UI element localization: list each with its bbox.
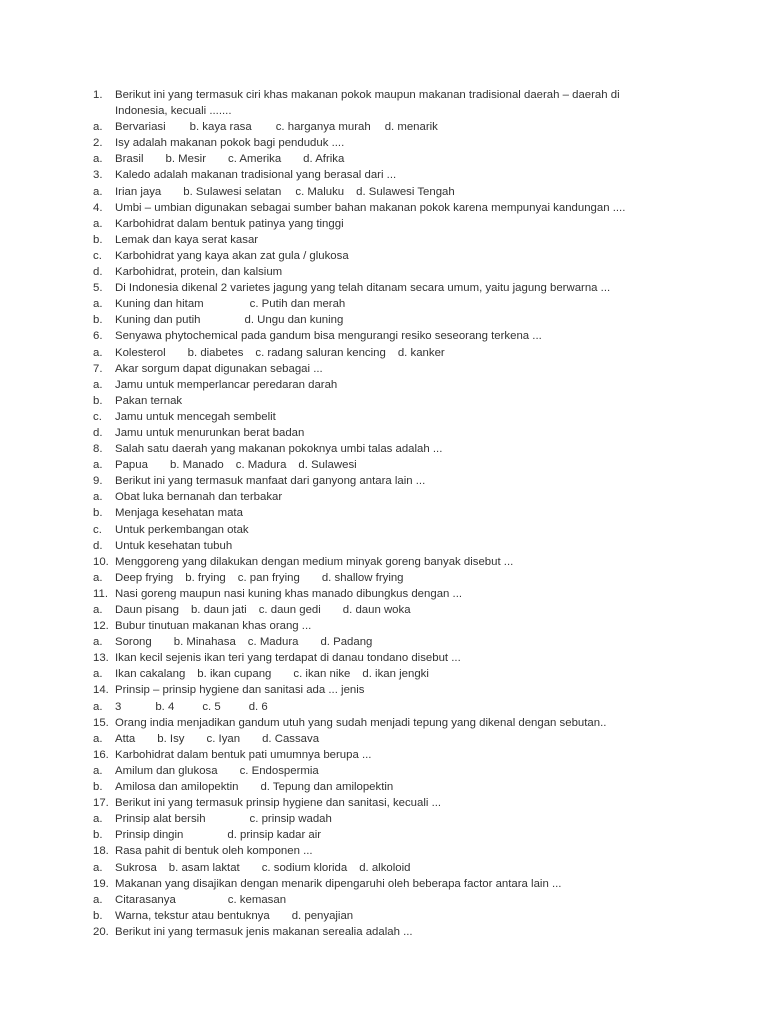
question-number: 16.	[93, 748, 109, 761]
option-row	[93, 522, 653, 538]
option-text: c. radang saluran kencing	[255, 346, 386, 359]
option-text: b. asam laktat	[168, 861, 240, 874]
question-text: Nasi goreng maupun nasi kuning khas manado dibungkus dengan ...	[115, 587, 463, 600]
question-row	[93, 924, 653, 940]
option-text: d. Padang	[320, 636, 373, 649]
question-text: Menggoreng yang dilakukan dengan medium minyak goreng banyak disebut ...	[115, 555, 514, 568]
option-row	[93, 345, 653, 361]
option-letter: b.	[93, 507, 103, 520]
option-text: c. harganya murah	[275, 121, 371, 134]
question-text: Prinsip – prinsip hygiene dan sanitasi ada ... jenis	[115, 684, 365, 697]
option-text: d. shallow frying	[321, 571, 404, 584]
option-text: c. Endospermia	[239, 764, 319, 777]
option-text: b. diabetes	[187, 346, 244, 359]
option-letter: a.	[93, 459, 103, 472]
option-text: b. kaya rasa	[189, 121, 252, 134]
option-text: Sukrosa	[115, 861, 157, 874]
option-text: Prinsip alat bersih	[115, 813, 206, 826]
option-text: Brasil	[115, 153, 144, 166]
option-row	[93, 393, 653, 409]
question-number: 19.	[93, 877, 109, 890]
question-row	[93, 650, 653, 666]
option-text: Sorong	[115, 636, 152, 649]
option-text: c. daun gedi	[258, 604, 321, 616]
question-text: Berikut ini yang termasuk ciri khas makanan pokok maupun makanan tradisional daerah – daerah di Indonesia, kecuali .......	[115, 89, 620, 118]
question-number: 4.	[93, 201, 103, 214]
question-text: Berikut ini yang termasuk jenis makanan serealia adalah ...	[115, 925, 413, 938]
option-text: d. ikan jengki	[362, 668, 429, 681]
question-text: Di Indonesia dikenal 2 varietes jagung yang telah ditanam secara umum, yaitu jagung berwarna ...	[115, 282, 611, 295]
option-text: b. daun jati	[190, 604, 247, 616]
option-row	[93, 779, 653, 795]
option-row	[93, 666, 653, 682]
option-text: b. Sulawesi selatan	[183, 185, 282, 198]
option-letter: a.	[93, 668, 103, 681]
option-letter: a.	[93, 378, 103, 391]
option-text: Jamu untuk menurunkan berat badan	[115, 426, 305, 439]
question-row	[93, 473, 653, 489]
option-letter: b.	[93, 314, 103, 327]
question-row	[93, 843, 653, 859]
option-text: d. penyajian	[291, 909, 354, 922]
option-letter: a.	[93, 861, 103, 874]
question-number: 13.	[93, 652, 109, 665]
option-letter: a.	[93, 298, 103, 311]
option-letter: a.	[93, 893, 103, 906]
option-text: Bervariasi	[115, 121, 166, 134]
question-row	[93, 87, 653, 119]
question-text: Berikut ini yang termasuk prinsip hygiene dan sanitasi, kecuali ...	[115, 797, 442, 810]
option-text: c. ikan nike	[293, 668, 351, 681]
option-letter: a.	[93, 732, 103, 745]
option-text: d. Tepung dan amilopektin	[260, 781, 394, 794]
option-letter: c.	[93, 249, 102, 262]
question-text: Umbi – umbian digunakan sebagai sumber bahan makanan pokok karena mempunyai kandungan ....	[115, 201, 626, 214]
question-text: Bubur tinutuan makanan khas orang ...	[115, 620, 312, 633]
option-text: Deep frying	[115, 571, 174, 584]
option-row	[93, 505, 653, 521]
question-text: Makanan yang disajikan dengan menarik dipengaruhi oleh beberapa factor antara lain ...	[115, 877, 562, 890]
option-letter: a.	[93, 121, 103, 134]
question-row	[93, 167, 653, 183]
option-text: c. Amerika	[228, 153, 282, 166]
option-text: Kuning dan hitam	[115, 298, 204, 311]
option-text: Papua	[115, 459, 148, 472]
option-letter: a.	[93, 491, 103, 504]
option-text: Irian jaya	[115, 185, 162, 198]
question-number: 6.	[93, 330, 103, 343]
option-row	[93, 860, 653, 876]
question-number: 12.	[93, 620, 109, 633]
option-row	[93, 232, 653, 248]
option-text: Untuk perkembangan otak	[115, 523, 249, 536]
option-text: Amilosa dan amilopektin	[115, 781, 239, 794]
option-letter: a.	[93, 185, 103, 198]
option-text: Ikan cakalang	[115, 668, 186, 681]
option-row	[93, 602, 653, 618]
option-row	[93, 489, 653, 505]
option-text: Menjaga kesehatan mata	[115, 507, 243, 520]
option-row	[93, 827, 653, 843]
option-letter: c.	[93, 523, 102, 536]
question-row	[93, 280, 653, 296]
question-text: Senyawa phytochemical pada gandum bisa mengurangi resiko seseorang terkena ...	[115, 330, 542, 343]
option-text: Pakan ternak	[115, 394, 183, 407]
option-text: Kuning dan putih	[115, 314, 201, 327]
option-letter: a.	[93, 604, 103, 616]
question-row	[93, 586, 653, 602]
option-row	[93, 699, 653, 715]
option-text: Jamu untuk memperlancar peredaran darah	[115, 378, 338, 391]
question-text: Kaledo adalah makanan tradisional yang berasal dari ...	[115, 169, 397, 182]
question-number: 20.	[93, 925, 109, 938]
option-letter: d.	[93, 426, 103, 439]
option-text: d. menarik	[384, 121, 438, 134]
option-row	[93, 634, 653, 650]
question-text: Berikut ini yang termasuk manfaat dari ganyong antara lain ...	[115, 475, 426, 488]
option-text: Karbohidrat, protein, dan kalsium	[115, 266, 283, 279]
option-row	[93, 892, 653, 908]
question-number: 3.	[93, 169, 103, 182]
option-letter: d.	[93, 266, 103, 279]
option-text: c. Iyan	[206, 732, 241, 745]
option-row	[93, 570, 653, 586]
option-text: Untuk kesehatan tubuh	[115, 539, 233, 552]
option-row	[93, 425, 653, 441]
option-letter: a.	[93, 153, 103, 166]
option-text: d. Sulawesi Tengah	[356, 185, 455, 198]
question-number: 5.	[93, 282, 103, 295]
option-letter: b.	[93, 909, 103, 922]
question-row	[93, 441, 653, 457]
option-text: Obat luka bernanah dan terbakar	[115, 491, 283, 504]
option-letter: c.	[93, 410, 102, 423]
question-number: 11.	[93, 587, 108, 600]
question-row	[93, 618, 653, 634]
option-text: b. ikan cupang	[197, 668, 272, 681]
option-row	[93, 312, 653, 328]
option-row	[93, 908, 653, 924]
option-text: b. Minahasa	[173, 636, 236, 649]
question-row	[93, 876, 653, 892]
option-letter: b.	[93, 829, 103, 842]
question-number: 1.	[93, 89, 103, 101]
option-text: b. frying	[185, 571, 226, 584]
option-text: d. Afrika	[303, 153, 345, 166]
option-text: Jamu untuk mencegah sembelit	[115, 410, 276, 423]
question-number: 7.	[93, 362, 103, 375]
option-row	[93, 216, 653, 232]
option-text: b. 4	[155, 700, 175, 713]
question-text: Orang india menjadikan gandum utuh yang sudah menjadi tepung yang dikenal dengan sebutan..	[115, 716, 607, 729]
question-row	[93, 135, 653, 151]
option-text: c. prinsip wadah	[249, 813, 332, 826]
question-row	[93, 715, 653, 731]
option-text: c. 5	[202, 700, 221, 713]
option-text: 3	[115, 700, 122, 713]
question-text: Karbohidrat dalam bentuk pati umumnya berupa ...	[115, 748, 372, 761]
option-letter: a.	[93, 346, 103, 359]
option-row	[93, 811, 653, 827]
question-number: 17.	[93, 797, 109, 810]
option-text: c. Madura	[235, 459, 287, 472]
question-text: Isy adalah makanan pokok bagi penduduk ....	[115, 137, 345, 150]
question-number: 10.	[93, 555, 109, 568]
option-letter: b.	[93, 394, 103, 407]
option-letter: a.	[93, 764, 103, 777]
question-text: Ikan kecil sejenis ikan teri yang terdapat di danau tondano disebut ...	[115, 652, 461, 665]
option-text: d. Sulawesi	[298, 459, 357, 472]
question-list	[93, 87, 653, 940]
option-text: Citarasanya	[115, 893, 176, 906]
option-text: Kolesterol	[115, 346, 166, 359]
question-number: 9.	[93, 475, 103, 488]
option-text: c. kemasan	[227, 893, 287, 906]
option-text: d. Cassava	[262, 732, 320, 745]
question-text: Rasa pahit di bentuk oleh komponen ...	[115, 845, 313, 858]
option-text: c. Putih dan merah	[249, 298, 346, 311]
option-text: b. Manado	[169, 459, 224, 472]
question-row	[93, 554, 653, 570]
option-row	[93, 409, 653, 425]
option-letter: a.	[93, 571, 103, 584]
question-number: 8.	[93, 443, 103, 456]
option-row	[93, 248, 653, 264]
option-row	[93, 151, 653, 167]
option-row	[93, 377, 653, 393]
question-number: 14.	[93, 684, 109, 697]
option-row	[93, 119, 653, 135]
option-text: Amilum dan glukosa	[115, 764, 218, 777]
option-row	[93, 296, 653, 312]
option-text: b. Mesir	[165, 153, 206, 166]
option-text: d. daun woka	[342, 604, 411, 616]
option-text: Lemak dan kaya serat kasar	[115, 233, 259, 246]
option-text: Karbohidrat yang kaya akan zat gula / glukosa	[115, 249, 349, 262]
option-text: b. Isy	[157, 732, 185, 745]
option-letter: b.	[93, 233, 103, 246]
question-text: Salah satu daerah yang makanan pokoknya umbi talas adalah ...	[115, 443, 443, 456]
option-letter: b.	[93, 781, 103, 794]
option-text: Prinsip dingin	[115, 829, 184, 842]
question-text: Akar sorgum dapat digunakan sebagai ...	[115, 362, 323, 375]
option-row	[93, 538, 653, 554]
option-text: c. sodium klorida	[261, 861, 348, 874]
question-number: 18.	[93, 845, 109, 858]
option-letter: a.	[93, 217, 103, 230]
option-letter: a.	[93, 636, 103, 649]
option-text: d. Ungu dan kuning	[244, 314, 344, 327]
question-row	[93, 200, 653, 216]
option-letter: d.	[93, 539, 103, 552]
option-row	[93, 457, 653, 473]
option-text: Karbohidrat dalam bentuk patinya yang tinggi	[115, 217, 344, 230]
option-text: c. Madura	[247, 636, 299, 649]
option-text: c. pan frying	[237, 571, 300, 584]
question-row	[93, 361, 653, 377]
option-text: Warna, tekstur atau bentuknya	[115, 909, 270, 922]
option-text: c. Maluku	[295, 185, 345, 198]
question-row	[93, 795, 653, 811]
question-row	[93, 328, 653, 344]
question-row	[93, 747, 653, 763]
option-letter: a.	[93, 813, 103, 826]
question-row	[93, 682, 653, 698]
option-text: d. alkoloid	[359, 861, 411, 874]
option-text: d. kanker	[397, 346, 445, 359]
option-row	[93, 184, 653, 200]
option-text: Atta	[115, 732, 136, 745]
question-number: 2.	[93, 137, 103, 150]
question-number: 15.	[93, 716, 109, 729]
option-row	[93, 731, 653, 747]
option-text: Daun pisang	[115, 604, 179, 616]
option-text: d. prinsip kadar air	[227, 829, 322, 842]
option-row	[93, 264, 653, 280]
option-row	[93, 763, 653, 779]
option-text: d. 6	[248, 700, 268, 713]
option-letter: a.	[93, 700, 103, 713]
